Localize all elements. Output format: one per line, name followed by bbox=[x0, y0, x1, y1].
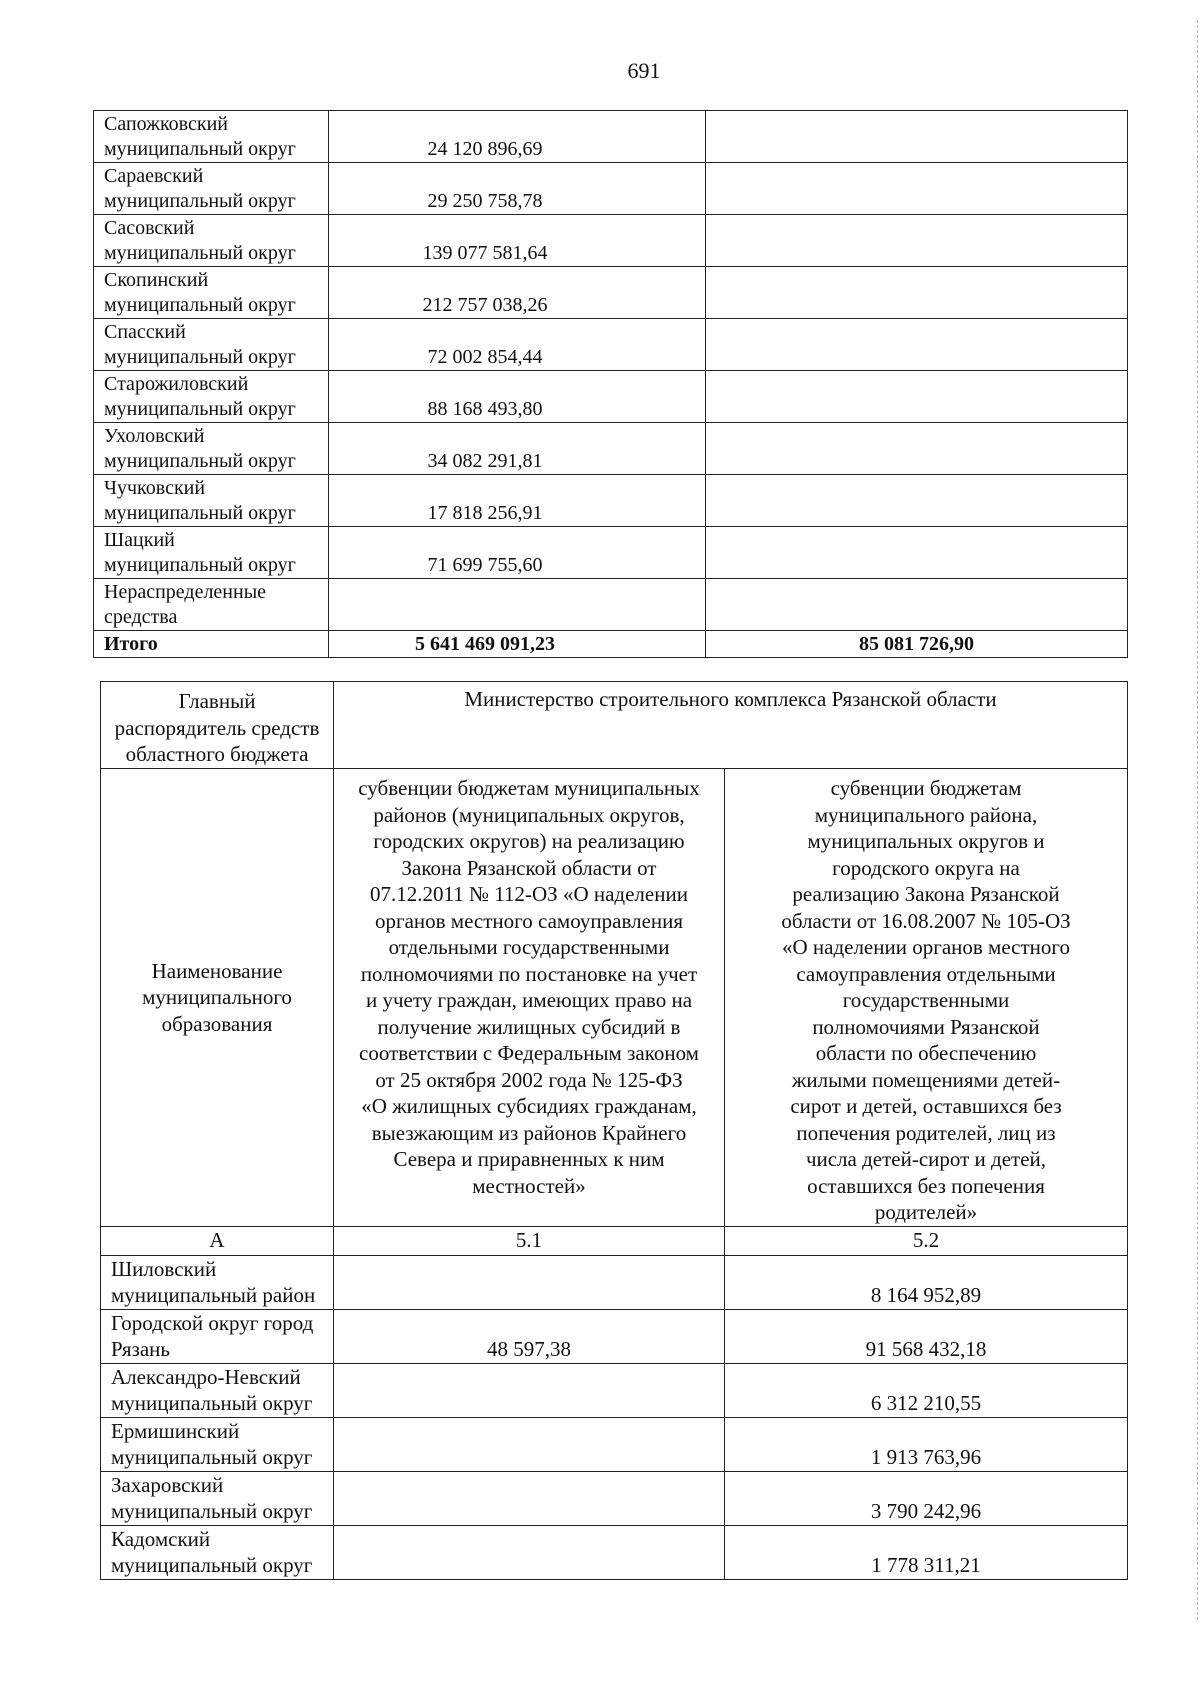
name-line: муниципальный район bbox=[111, 1283, 316, 1307]
name-line: муниципальный округ bbox=[104, 398, 296, 420]
name-line: Шиловский bbox=[111, 1256, 217, 1281]
table-row bbox=[94, 267, 1128, 319]
value-cell-1: 88 168 493,80 bbox=[329, 371, 706, 423]
header-left-line: Главный bbox=[178, 689, 256, 713]
description-line: местностей» bbox=[472, 1173, 586, 1198]
value-cell-1 bbox=[329, 579, 706, 631]
value-cell-2 bbox=[706, 111, 1128, 163]
description-line: государственными bbox=[842, 988, 1010, 1012]
name-line: муниципальный округ bbox=[111, 1553, 313, 1577]
description-line: от 25 октября 2002 года № 125-ФЗ bbox=[375, 1067, 683, 1092]
table-row bbox=[101, 1363, 1128, 1417]
value-cell-2 bbox=[706, 371, 1128, 423]
value-5-2: 91 568 432,18 bbox=[725, 1309, 1128, 1363]
value-cell-1: 72 002 854,44 bbox=[329, 319, 706, 371]
name-line: Рязань bbox=[111, 1337, 170, 1361]
name-line: муниципальный округ bbox=[104, 502, 296, 524]
table-row bbox=[94, 423, 1128, 475]
value-cell-2 bbox=[706, 267, 1128, 319]
municipality-name bbox=[94, 579, 329, 631]
value-5-1 bbox=[334, 1255, 725, 1309]
description-line: попечения родителей, лиц из bbox=[796, 1120, 1056, 1145]
name-line: Ермишинский bbox=[111, 1418, 240, 1443]
distribution-table-continued bbox=[93, 110, 1128, 658]
value-cell-2 bbox=[706, 527, 1128, 579]
municipality-name bbox=[94, 215, 329, 267]
table-row bbox=[94, 579, 1128, 631]
table-row bbox=[101, 1309, 1128, 1363]
description-line: городского округа на bbox=[832, 855, 1020, 880]
column-label-5-2: 5.2 bbox=[725, 1226, 1128, 1255]
name-line: Скопинский bbox=[104, 269, 209, 291]
header-left-line: областного бюджета bbox=[125, 742, 309, 766]
value-cell-1: 139 077 581,64 bbox=[329, 215, 706, 267]
value-cell-2 bbox=[706, 423, 1128, 475]
table-row bbox=[94, 475, 1128, 527]
municipality-name bbox=[101, 1309, 334, 1363]
ministry-name: Министерство строительного комплекса Рязанской области bbox=[334, 682, 1128, 769]
description-line: субвенции бюджетам муниципальных bbox=[358, 776, 700, 800]
column-number-row bbox=[101, 1226, 1128, 1255]
name-line: муниципальный округ bbox=[104, 554, 296, 576]
table-row bbox=[94, 319, 1128, 371]
name-line: муниципальный округ bbox=[104, 242, 296, 264]
value-5-1: 48 597,38 bbox=[334, 1309, 725, 1363]
municipality-name bbox=[94, 163, 329, 215]
value-cell-1: 29 250 758,78 bbox=[329, 163, 706, 215]
page-number: 691 bbox=[627, 58, 661, 83]
table-row bbox=[94, 111, 1128, 163]
mun-label-line: Наименование bbox=[151, 958, 283, 983]
name-line: Нераспределенные bbox=[104, 581, 267, 603]
value-cell-1: 17 818 256,91 bbox=[329, 475, 706, 527]
subvention-5-2-description bbox=[725, 769, 1128, 1227]
value-5-2: 8 164 952,89 bbox=[725, 1255, 1128, 1309]
description-line: выезжающим из районов Крайнего bbox=[371, 1120, 687, 1145]
description-line: муниципальных округов и bbox=[807, 829, 1045, 853]
municipality-name bbox=[101, 1417, 334, 1471]
municipality-column-label bbox=[101, 769, 334, 1227]
main-administrator-label bbox=[101, 682, 334, 769]
table-row bbox=[94, 163, 1128, 215]
description-line: жилыми помещениями детей- bbox=[791, 1067, 1061, 1092]
subvention-5-1-description bbox=[334, 769, 725, 1227]
name-line: Чучковский bbox=[104, 477, 206, 499]
value-5-1 bbox=[334, 1471, 725, 1525]
value-cell-1: 34 082 291,81 bbox=[329, 423, 706, 475]
total-value-2: 85 081 726,90 bbox=[706, 631, 1128, 658]
name-line: муниципальный округ bbox=[111, 1391, 313, 1415]
description-line: области по обеспечению bbox=[815, 1041, 1037, 1065]
table-row bbox=[101, 1417, 1128, 1471]
municipality-name bbox=[101, 1363, 334, 1417]
name-line: Шацкий bbox=[104, 529, 175, 551]
name-line: муниципальный округ bbox=[104, 190, 296, 212]
name-line: муниципальный округ bbox=[111, 1445, 313, 1469]
description-line: 07.12.2011 № 112-ОЗ «О наделении bbox=[370, 882, 688, 906]
name-line: Кадомский bbox=[111, 1526, 211, 1551]
description-line: полномочиями по постановке на учет bbox=[360, 961, 698, 986]
description-line: отдельными государственными bbox=[388, 935, 670, 959]
table-row bbox=[94, 527, 1128, 579]
total-value-1: 5 641 469 091,23 bbox=[329, 631, 706, 658]
value-5-1 bbox=[334, 1525, 725, 1579]
value-5-2: 3 790 242,96 bbox=[725, 1471, 1128, 1525]
construction-ministry-table bbox=[100, 681, 1128, 1580]
municipality-name bbox=[94, 423, 329, 475]
value-5-1 bbox=[334, 1417, 725, 1471]
municipality-name bbox=[94, 371, 329, 423]
municipality-name bbox=[94, 111, 329, 163]
name-line: Старожиловский bbox=[104, 373, 249, 395]
name-line: Сапожковский bbox=[104, 113, 229, 135]
name-line: Спасский bbox=[104, 321, 186, 343]
description-line: районов (муниципальных округов, bbox=[373, 802, 685, 827]
description-line: «О наделении органов местного bbox=[781, 935, 1071, 959]
description-line: Севера и приравненных к ним bbox=[393, 1147, 665, 1171]
header-left-line: распорядитель средств bbox=[114, 715, 320, 740]
description-line: полномочиями Рязанской bbox=[812, 1014, 1040, 1039]
description-line: области от 16.08.2007 № 105-ОЗ bbox=[781, 908, 1071, 933]
description-line: городских округов) на реализацию bbox=[373, 829, 685, 853]
description-line: Закона Рязанской области от bbox=[401, 855, 657, 880]
value-cell-2 bbox=[706, 475, 1128, 527]
name-line: Ухоловский bbox=[104, 425, 205, 447]
name-line: Захаровский bbox=[111, 1472, 224, 1497]
name-line: Сараевский bbox=[104, 165, 204, 187]
description-line: «О жилищных субсидиях гражданам, bbox=[361, 1094, 697, 1118]
description-line: сирот и детей, оставшихся без bbox=[790, 1094, 1062, 1118]
description-line: и учету граждан, имеющих право на bbox=[365, 988, 693, 1012]
total-row bbox=[94, 631, 1128, 658]
table-row bbox=[101, 1255, 1128, 1309]
table-row bbox=[101, 1471, 1128, 1525]
name-line: Городской округ город bbox=[111, 1310, 314, 1335]
value-5-2: 6 312 210,55 bbox=[725, 1363, 1128, 1417]
name-line: Сасовский bbox=[104, 217, 195, 239]
description-line: муниципального района, bbox=[814, 802, 1038, 827]
name-line: муниципальный округ bbox=[104, 450, 296, 472]
column-label-a: А bbox=[101, 1226, 334, 1255]
name-line: муниципальный округ bbox=[104, 138, 296, 160]
description-line: числа детей-сирот и детей, bbox=[805, 1147, 1047, 1171]
name-line: средства bbox=[104, 606, 178, 628]
value-cell-2 bbox=[706, 163, 1128, 215]
description-line: реализацию Закона Рязанской bbox=[792, 882, 1060, 906]
header-row bbox=[101, 682, 1128, 769]
table-row bbox=[94, 215, 1128, 267]
municipality-name bbox=[101, 1255, 334, 1309]
description-row bbox=[101, 769, 1128, 1227]
value-cell-1: 212 757 038,26 bbox=[329, 267, 706, 319]
value-cell-2 bbox=[706, 579, 1128, 631]
description-line: субвенции бюджетам bbox=[830, 776, 1022, 800]
municipality-name bbox=[101, 1525, 334, 1579]
municipality-name bbox=[101, 1471, 334, 1525]
table-row bbox=[94, 371, 1128, 423]
name-line: Александро-Невский bbox=[111, 1364, 301, 1389]
table-row bbox=[101, 1525, 1128, 1579]
scan-edge-artifact bbox=[1196, 20, 1198, 1620]
value-cell-2 bbox=[706, 215, 1128, 267]
description-line: получение жилищных субсидий в bbox=[377, 1014, 681, 1039]
municipality-name bbox=[94, 475, 329, 527]
description-line: родителей» bbox=[874, 1200, 978, 1224]
name-line: муниципальный округ bbox=[104, 294, 296, 316]
value-cell-1: 71 699 755,60 bbox=[329, 527, 706, 579]
column-label-5-1: 5.1 bbox=[334, 1226, 725, 1255]
name-line: муниципальный округ bbox=[111, 1499, 313, 1523]
description-line: самоуправления отдельными bbox=[796, 961, 1056, 986]
municipality-name bbox=[94, 319, 329, 371]
description-line: оставшихся без попечения bbox=[807, 1173, 1045, 1198]
mun-label-line: муниципального bbox=[142, 985, 292, 1009]
value-5-2: 1 778 311,21 bbox=[725, 1525, 1128, 1579]
name-line: муниципальный округ bbox=[104, 346, 296, 368]
value-5-2: 1 913 763,96 bbox=[725, 1417, 1128, 1471]
value-cell-1: 24 120 896,69 bbox=[329, 111, 706, 163]
description-line: органов местного самоуправления bbox=[374, 908, 684, 933]
description-line: соответствии с Федеральным законом bbox=[359, 1041, 699, 1065]
mun-label-line: образования bbox=[161, 1011, 273, 1036]
municipality-name bbox=[94, 267, 329, 319]
value-5-1 bbox=[334, 1363, 725, 1417]
municipality-name bbox=[94, 527, 329, 579]
value-cell-2 bbox=[706, 319, 1128, 371]
total-label: Итого bbox=[94, 631, 329, 658]
